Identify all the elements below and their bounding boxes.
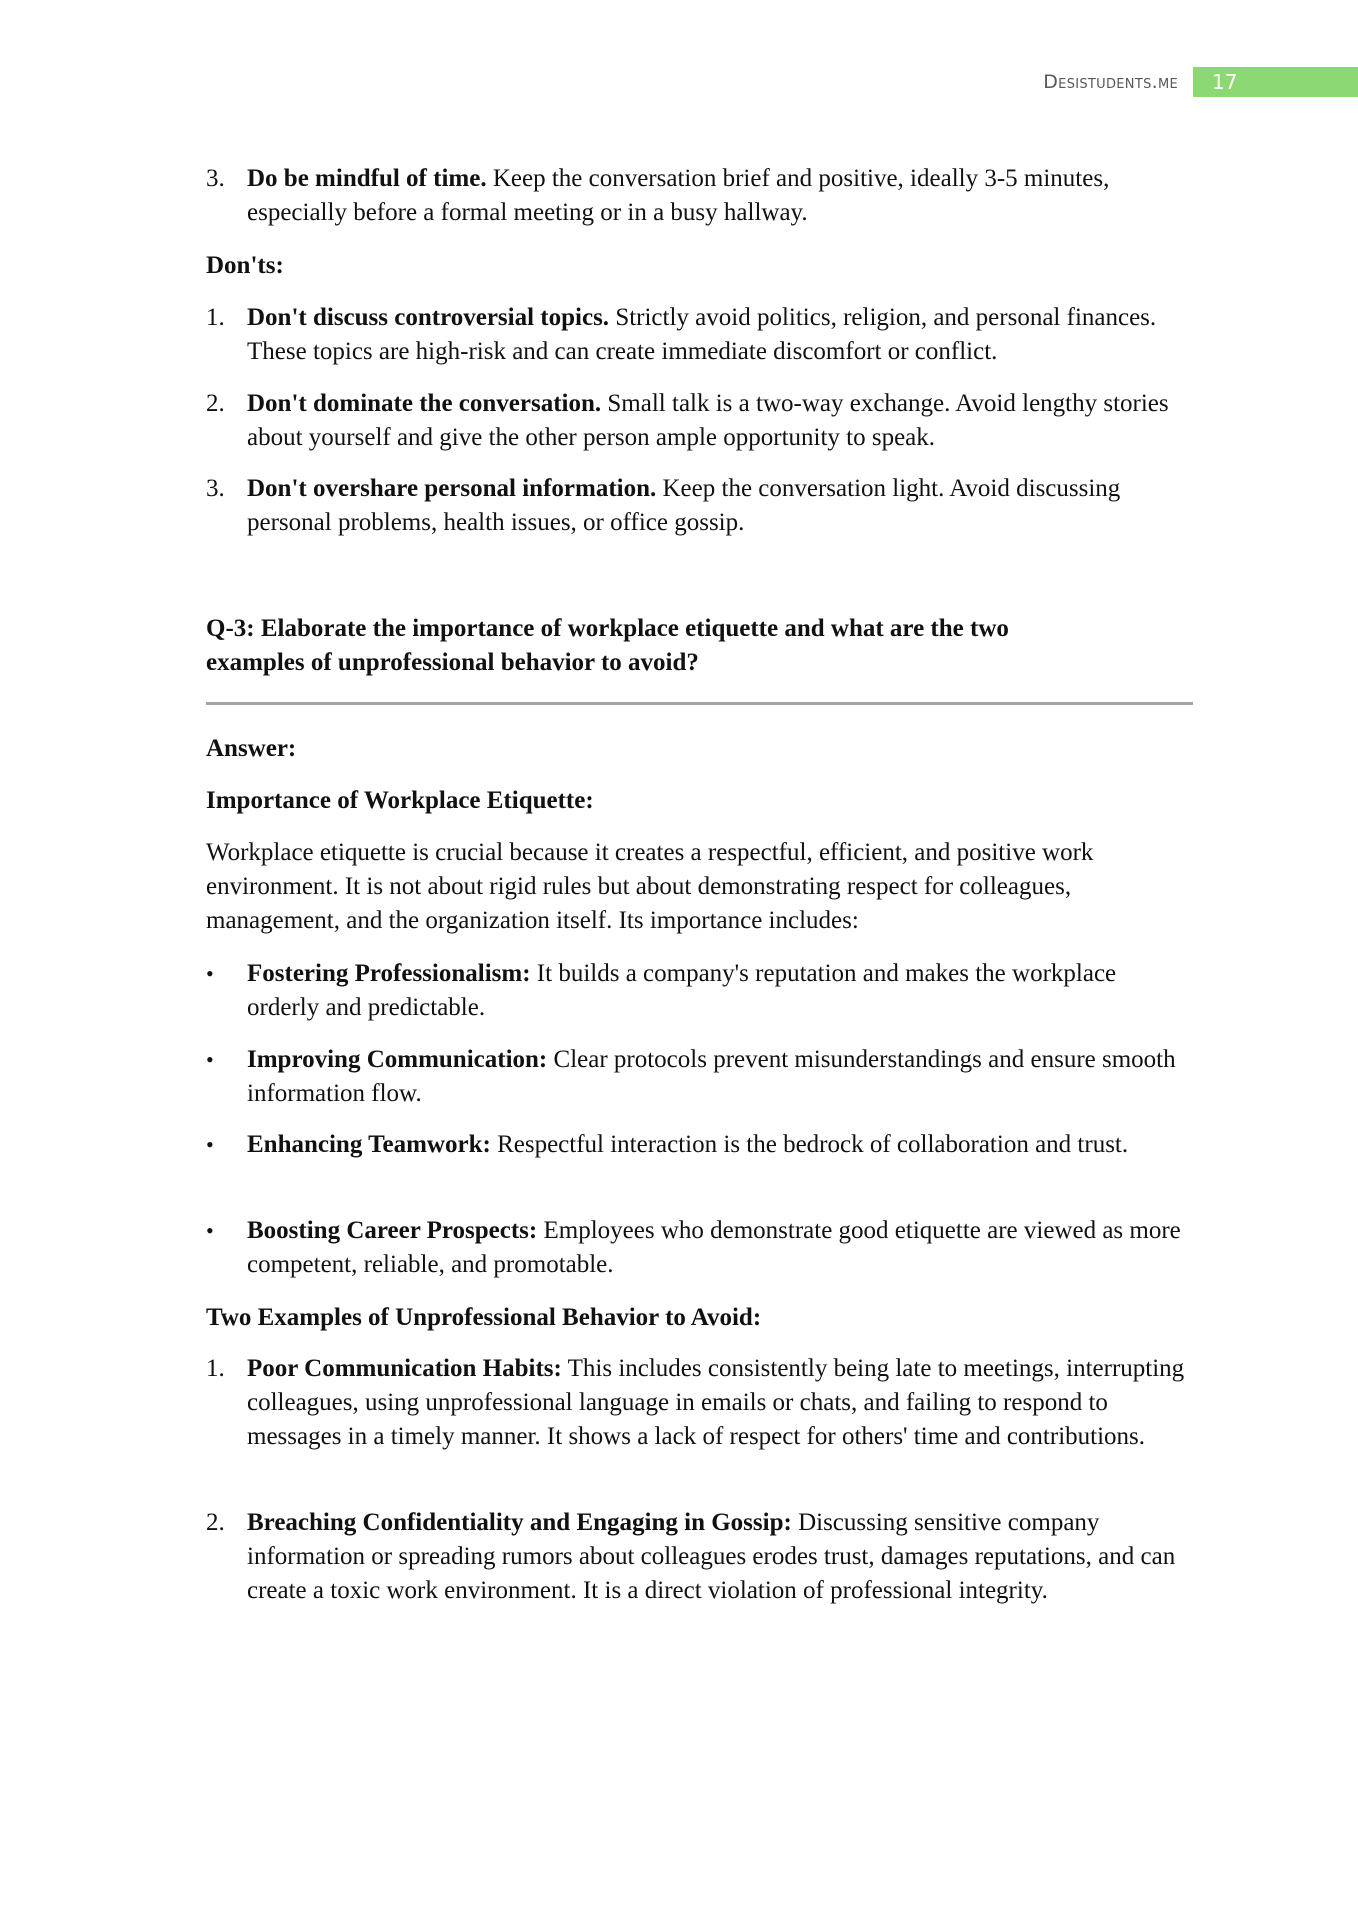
importance-bullet-item <box>206 1128 1196 1162</box>
divider <box>206 702 1193 705</box>
donts-list-item <box>206 472 1196 540</box>
item-title: Don't overshare personal information. <box>247 475 657 502</box>
example-list-item <box>206 1352 1196 1454</box>
bullet-icon: • <box>206 961 214 986</box>
item-text: Keep the conversation brief and positive, ideally 3-5 minutes, especially before a formal meeting or in a busy hallway. <box>247 165 1110 226</box>
importance-bullet-item <box>206 1043 1196 1111</box>
page-number-bar <box>1193 67 1358 97</box>
item-title: Poor Communication Habits: <box>247 1355 562 1382</box>
importance-intro: Workplace etiquette is crucial because it creates a respectful, efficient, and positive work environment. It is not about rigid rules but about demonstrating respect for colleagues, management, and the organization itself. Its importance includes: <box>206 839 1094 934</box>
item-title: Don't dominate the conversation. <box>247 390 602 417</box>
item-title: Boosting Career Prospects: <box>247 1217 538 1244</box>
importance-bullet-item <box>206 957 1196 1025</box>
item-text: Strictly avoid politics, religion, and personal finances. These topics are high-risk and can create immediate discomfort or conflict. <box>247 304 1157 365</box>
item-text: Respectful interaction is the bedrock of collaboration and trust. <box>490 1131 1129 1158</box>
bullet-icon: • <box>206 1218 214 1243</box>
importance-heading: Importance of Workplace Etiquette: <box>206 787 594 814</box>
item-text: Discussing sensitive company information or spreading rumors about colleagues erodes trust, damages reputations, and can create a toxic work environment. It is a direct violation of professional integrity. <box>247 1509 1176 1604</box>
donts-list-item <box>206 387 1196 455</box>
item-text: Small talk is a two-way exchange. Avoid lengthy stories about yourself and give the other person ample opportunity to speak. <box>247 390 1169 451</box>
list-number: 2. <box>206 390 225 417</box>
bullet-icon: • <box>206 1132 214 1157</box>
list-number: 3. <box>206 165 225 192</box>
dos-list-item <box>206 162 1196 230</box>
list-number: 3. <box>206 475 225 502</box>
item-title: Enhancing Teamwork: <box>247 1131 491 1158</box>
donts-heading: Don'ts: <box>206 252 284 279</box>
item-title: Don't discuss controversial topics. <box>247 304 610 331</box>
list-number: 2. <box>206 1509 225 1536</box>
item-title: Do be mindful of time. <box>247 165 487 192</box>
examples-heading: Two Examples of Unprofessional Behavior to Avoid: <box>206 1304 762 1331</box>
item-text: Clear protocols prevent misunderstandings and ensure smooth information flow. <box>247 1046 1176 1107</box>
item-title: Breaching Confidentiality and Engaging in Gossip: <box>247 1509 792 1536</box>
donts-list-item <box>206 301 1196 369</box>
item-text: Employees who demonstrate good etiquette are viewed as more competent, reliable, and promotable. <box>247 1217 1181 1278</box>
importance-bullet-item <box>206 1214 1196 1282</box>
item-title: Fostering Professionalism: <box>247 960 531 987</box>
page-number: 17 <box>1212 70 1238 94</box>
answer-label: Answer: <box>206 735 297 762</box>
item-text: This includes consistently being late to meetings, interrupting colleagues, using unprofessional language in emails or chats, and failing to respond to messages in a timely manner. It shows a lack of respect for others' time and contributions. <box>247 1355 1185 1450</box>
example-list-item <box>206 1506 1196 1608</box>
list-number: 1. <box>206 304 225 331</box>
item-text: Keep the conversation light. Avoid discussing personal problems, health issues, or office gossip. <box>247 475 1121 536</box>
item-title: Improving Communication: <box>247 1046 548 1073</box>
list-number: 1. <box>206 1355 225 1382</box>
bullet-icon: • <box>206 1047 214 1072</box>
item-text: It builds a company's reputation and makes the workplace orderly and predictable. <box>247 960 1117 1021</box>
site-name: Desistudents.me <box>1043 71 1178 93</box>
question-heading: Q-3: Elaborate the importance of workplace etiquette and what are the two examples of unprofessional behavior to avoid? <box>206 615 1009 676</box>
